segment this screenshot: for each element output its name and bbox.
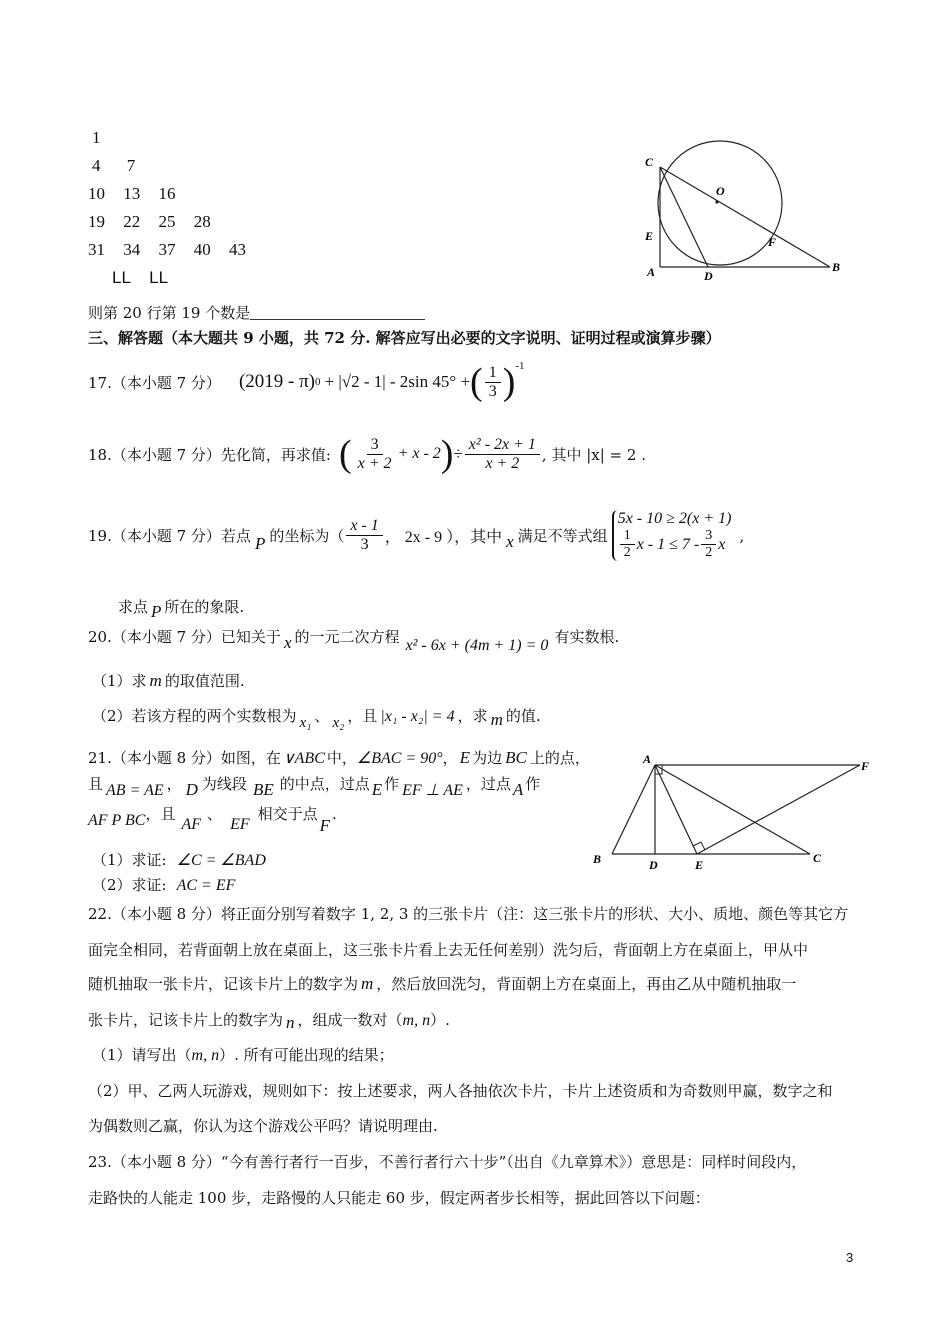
- triangle-ellipsis: LL LL: [112, 268, 169, 287]
- question-text: 作: [384, 775, 400, 793]
- question-17: [88, 360, 525, 404]
- segment-AE: [655, 765, 697, 854]
- question-20-part2: [92, 705, 541, 731]
- fraction: [465, 436, 540, 473]
- fraction: [701, 528, 716, 561]
- question-text: 则第 20 行第 19 个数是: [88, 304, 251, 322]
- math-var: P: [254, 533, 266, 553]
- question-22-part2-line1: （2）甲、乙两人玩游戏，规则如下：按上述要求，两人各抽依次卡片，卡片上述资质和为奇数则甲赢，数字之和: [88, 1082, 833, 1100]
- triangle-row-4: [88, 212, 211, 232]
- question-text: ，然后放回洗匀，背面朝上方在桌面上，再由乙从中随机抽取一: [376, 975, 797, 993]
- triangle-number: 7: [126, 156, 136, 175]
- question-text: 的取值范围.: [164, 672, 245, 690]
- math-expr: ∠BAC = 90°: [356, 750, 443, 767]
- fraction-denominator: x + 2: [485, 454, 520, 472]
- answer-blank: [250, 305, 425, 320]
- question-text: 求点: [118, 598, 149, 616]
- paren-close: ): [502, 361, 516, 403]
- page-number: 3: [846, 1250, 854, 1265]
- label-B: B: [832, 260, 841, 274]
- center-point-O: [715, 200, 718, 203]
- triangle-number: 31: [88, 240, 105, 259]
- math-operator: ÷: [453, 444, 463, 463]
- question-21-part2: [92, 874, 235, 895]
- triangle-number: 19: [88, 212, 105, 231]
- question-21-line3: [88, 803, 337, 835]
- math-var: x₁: [299, 715, 312, 731]
- fraction-numerator: x - 1: [346, 517, 382, 536]
- question-text: 作: [525, 775, 541, 793]
- triangle-number: 4: [92, 156, 101, 175]
- question-text: 的一元二次方程: [294, 628, 400, 646]
- math-expr: x - 1 ≤ 7 -: [636, 535, 700, 553]
- fraction-numerator: 3: [367, 436, 383, 455]
- math-expr: AB = AE: [106, 782, 164, 799]
- math-expr: ∠C = ∠BAD: [176, 852, 266, 869]
- fraction: [620, 528, 635, 561]
- section-title: 三、解答题（本大题共 9 小题，共 72 分. 解答应写出必要的文字说明、证明过程或演算步骤）: [88, 329, 721, 347]
- fraction-numerator: x² - 2x + 1: [465, 436, 540, 455]
- math-var: E: [459, 748, 471, 767]
- math-exponent: -1: [515, 360, 525, 372]
- fraction: [354, 436, 396, 473]
- question-22-part1: [92, 1044, 394, 1065]
- label-A: A: [647, 265, 656, 279]
- math-var: x: [283, 633, 292, 652]
- circle-figure: [640, 135, 850, 285]
- punctuation: .: [332, 805, 337, 823]
- segment-AB: [612, 765, 655, 854]
- question-text: 所在的象限.: [164, 598, 245, 616]
- math-var: m: [490, 710, 503, 729]
- question-22-part2-line2: 为偶数则乙赢，你认为这个游戏公平吗？请说明理由.: [88, 1117, 438, 1135]
- question-text: ，且: [347, 707, 378, 725]
- question-19: [88, 510, 744, 561]
- question-19-line2: [118, 596, 245, 621]
- triangle-row-5: [88, 240, 246, 260]
- question-22-line1: 22.（本小题 8 分）将正面分别写着数字 1, 2, 3 的三张卡片（注：这三张卡片的形状、大小、质地、颜色等其它方: [88, 905, 849, 923]
- math-expr: m, n: [402, 1012, 431, 1029]
- label-D: D: [649, 858, 658, 870]
- question-23-line1: 23.（本小题 8 分）“今有善行者行一百步，不善行者行六十步”（出自《九章算术》）意思是：同样时间段内，: [88, 1153, 807, 1171]
- equation: x² - 6x + (4m + 1) = 0: [405, 637, 549, 654]
- segment-AC: [655, 765, 810, 854]
- label-C: C: [645, 155, 654, 169]
- equation: |x₁ - x₂| = 4: [380, 708, 455, 725]
- math-expr: (2019 - π): [238, 371, 316, 392]
- math-expr: EF ⊥ AE: [402, 782, 463, 799]
- math-var: A: [512, 780, 524, 799]
- math-var: m: [361, 974, 374, 993]
- question-text: ，且: [145, 805, 176, 823]
- inequality-2: [618, 528, 732, 561]
- math-var: P: [151, 602, 162, 621]
- question-text: 上的点，: [529, 749, 590, 767]
- math-var: BE: [252, 780, 274, 799]
- label-B: B: [593, 852, 602, 866]
- question-22-line3: [88, 973, 796, 994]
- question-text: ， 2x - 9 ），其中: [384, 529, 503, 546]
- question-label: 17.（本小题 7 分）: [88, 373, 221, 392]
- triangle-number: 34: [123, 240, 141, 259]
- part-label: （1）请写出（: [92, 1046, 192, 1064]
- label-O: O: [716, 184, 725, 198]
- fraction-numerator: 1: [485, 364, 501, 383]
- fraction-denominator: x + 2: [357, 454, 392, 472]
- part-label: （2）求证:: [92, 876, 167, 894]
- question-text: ，求: [457, 707, 488, 725]
- fraction: [346, 517, 382, 554]
- triangle-number: 10: [88, 184, 105, 203]
- label-D: D: [704, 269, 713, 283]
- question-20: [88, 626, 620, 654]
- paren-open: (: [470, 361, 483, 403]
- math-var: x₂: [332, 715, 345, 731]
- math-var: m: [149, 671, 162, 690]
- fraction-denominator: 3: [360, 536, 369, 553]
- inequality-1: 5x - 10 ≥ 2(x + 1): [617, 510, 732, 527]
- triangle-number: 25: [158, 212, 176, 231]
- math-expr: ∨ABC: [282, 750, 325, 767]
- question-text: ）. 所有可能出现的结果；: [219, 1046, 394, 1064]
- math-var: n: [286, 1013, 295, 1032]
- math-expr: + x - 2: [397, 445, 441, 462]
- part-label: （1）求证:: [92, 851, 167, 869]
- math-var: E: [371, 780, 383, 799]
- triangle-number: 28: [193, 212, 211, 231]
- segment-EF: [697, 765, 860, 854]
- triangle-figure: [585, 750, 875, 870]
- inequality-system: [612, 510, 732, 561]
- label-F: F: [861, 759, 870, 773]
- question-22-line2: 面完全相同，若背面朝上放在桌面上，这三张卡片看上去无任何差别）洗匀后，背面朝上方在桌面上，甲从中: [88, 941, 809, 959]
- triangle-row-1: [92, 128, 101, 148]
- punctuation: ,: [739, 526, 745, 545]
- question-21-part1: [92, 849, 266, 870]
- triangle-number: 43: [229, 240, 246, 259]
- question-label: 20.（本小题 7 分）已知关于: [88, 628, 281, 646]
- question-text: 随机抽取一张卡片，记该卡片上的数字为: [88, 975, 359, 993]
- segment-CD: [660, 167, 708, 267]
- question-text: 的值.: [505, 707, 541, 725]
- math-expr: m, n: [191, 1047, 220, 1064]
- question-20-part1: [92, 670, 245, 691]
- math-exponent: 0: [315, 376, 321, 388]
- question-21-line1: [88, 747, 590, 768]
- punctuation: ，: [166, 775, 182, 793]
- circle-outline: [658, 141, 782, 265]
- triangle-number: 13: [123, 184, 141, 203]
- label-E: E: [645, 229, 654, 243]
- paren-open: (: [339, 433, 352, 475]
- question-text: 有实数根.: [554, 628, 620, 646]
- label-C: C: [813, 851, 822, 865]
- question-text: 中，: [326, 749, 357, 767]
- question-text: 的中点，过点: [279, 775, 370, 793]
- question-label: 21.（本小题 8 分）如图，在: [88, 749, 281, 767]
- math-expr: AC = EF: [176, 877, 236, 894]
- math-var: D: [185, 780, 198, 799]
- fraction-denominator: 3: [488, 382, 497, 400]
- punctuation: 、: [207, 805, 223, 823]
- question-text: 为线段: [201, 775, 247, 793]
- fraction: [485, 364, 501, 401]
- fraction-denominator: 2: [705, 545, 713, 560]
- punctuation: 、: [314, 707, 330, 725]
- triangle-number: 37: [158, 240, 176, 259]
- question-text: ）.: [430, 1011, 450, 1029]
- triangle-number: 40: [193, 240, 211, 259]
- label-A: A: [643, 752, 652, 766]
- part-label: （2）若该方程的两个实数根为: [92, 707, 297, 725]
- question-text: 满足不等式组: [517, 527, 608, 545]
- math-var: x: [718, 535, 726, 553]
- fraction-numerator: 1: [620, 528, 635, 545]
- math-var: F: [319, 816, 331, 835]
- math-var: EF: [230, 816, 250, 833]
- question-tail: , 其中 |x| = 2 .: [541, 445, 646, 464]
- triangle-question: [88, 302, 425, 323]
- question-text: ，过点: [465, 775, 511, 793]
- paren-close: ): [440, 433, 454, 475]
- punctuation: ，: [442, 749, 458, 767]
- question-22-line4: [88, 1009, 450, 1030]
- question-label: 19.（本小题 7 分）若点: [88, 527, 251, 545]
- triangle-row-3: [88, 184, 176, 204]
- question-label: 18.（本小题 7 分）先化简，再求值:: [88, 445, 331, 464]
- question-text: 张卡片，记该卡片上的数字为: [88, 1011, 284, 1029]
- fraction-denominator: 2: [623, 545, 631, 560]
- triangle-number: 1: [92, 128, 101, 147]
- triangle-number: 16: [158, 184, 176, 203]
- math-expr: AF P BC: [88, 812, 146, 829]
- question-23-line2: 走路快的人能走 100 步，走路慢的人只能走 60 步，假定两者步长相等，据此回答以下问题：: [88, 1189, 710, 1207]
- math-var: BC: [505, 748, 527, 767]
- part-label: （1）求: [92, 672, 147, 690]
- question-text: 为边: [472, 749, 503, 767]
- label-F: F: [768, 235, 777, 249]
- question-text: ，组成一数对（: [297, 1011, 403, 1029]
- triangle-row-2: [92, 156, 135, 176]
- question-18: [88, 432, 646, 476]
- math-expr: + |√2 - 1| - 2sin 45° +: [324, 372, 471, 391]
- question-text: 且: [88, 775, 104, 793]
- segment-CB: [660, 167, 830, 267]
- fraction-numerator: 3: [701, 528, 716, 545]
- math-var: x: [506, 531, 514, 551]
- question-text: 的坐标为（: [269, 527, 345, 545]
- question-21-line2: [88, 773, 541, 799]
- math-var: AF: [181, 816, 202, 833]
- triangle-number: 22: [123, 212, 141, 231]
- question-text: 相交于点: [257, 805, 318, 823]
- label-E: E: [695, 858, 704, 870]
